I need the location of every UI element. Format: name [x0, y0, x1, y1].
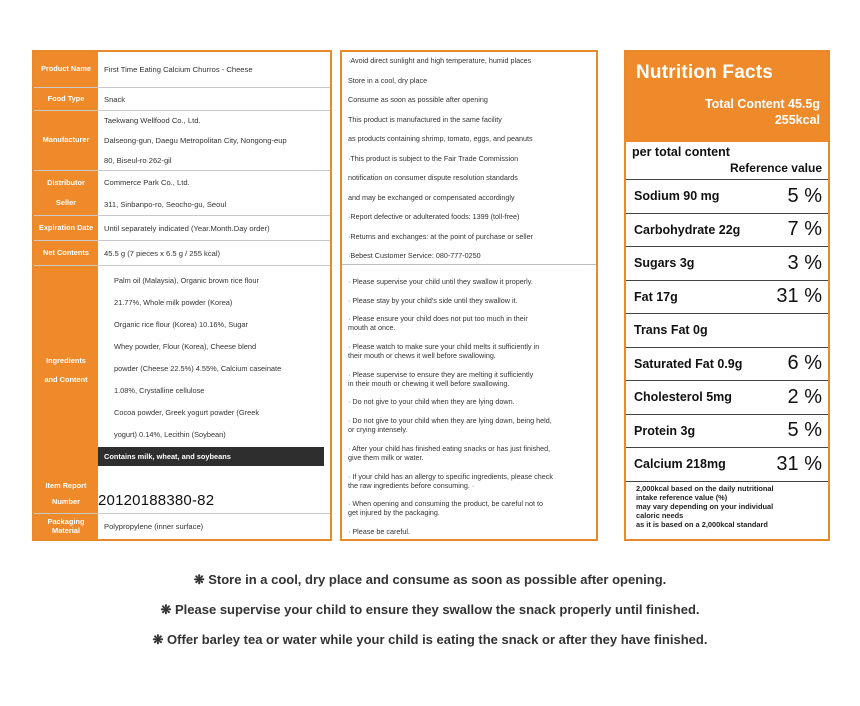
item-report-number: 20120188380-82	[98, 492, 215, 509]
safety-item: · Please supervise your child until they swallow it properly.	[348, 277, 533, 286]
ingredients-list	[98, 266, 330, 476]
nutrition-header	[626, 52, 828, 142]
safety-item: · Please stay by your child's side until they swallow it.	[348, 295, 518, 305]
info-label: Distributor Seller	[34, 171, 98, 215]
info-value: Commerce Park Co., Ltd. 311, Sinbanpo-ro, Seocho-gu, Seoul	[104, 177, 227, 209]
caution-line: ·Report defective or adulterated foods: 1399 (toll-free)	[348, 212, 520, 221]
caution-line: Store in a cool, dry place	[348, 75, 428, 85]
nutrient-row: Calcium 218mg 31 %	[626, 448, 828, 482]
caution-line: notification on consumer dispute resolution standards	[348, 173, 518, 182]
safety-item: · If your child has an allergy to specific ingredients, please check the raw ingredients before consuming. ·	[348, 471, 553, 490]
info-label: Packaging Material	[34, 514, 98, 539]
info-value: Snack	[104, 94, 126, 104]
total-content: Total Content 45.5g 255kcal	[704, 97, 820, 128]
product-info-panel	[32, 50, 332, 541]
nutrient-row: Sodium 90 mg 5 %	[626, 180, 828, 214]
info-value: 45.5 g (7 pieces x 6.5 g / 255 kcal)	[104, 248, 221, 258]
safety-item: · Do not give to your child when they are lying down, being held, or crying intensely.	[348, 416, 552, 435]
info-label: Ingredients and Content	[34, 266, 98, 476]
info-label: Net Contents	[34, 241, 98, 265]
info-row-manufacturer	[34, 111, 330, 171]
nutrient-row: Saturated Fat 0.9g 6 %	[626, 348, 828, 382]
info-row-packaging	[34, 514, 330, 539]
info-row-item-report	[34, 476, 330, 514]
safety-item: · After your child has finished eating snacks or has just finished, give them milk or water.	[348, 443, 551, 462]
nutrient-row: Sugars 3g 3 %	[626, 247, 828, 281]
caution-line: as products containing shrimp, tomato, eggs, and peanuts	[348, 134, 533, 143]
info-row-ingredients	[34, 266, 330, 476]
safety-item: · Please be careful.	[348, 526, 410, 536]
info-value: Until separately indicated (Year.Month.Day order)	[104, 223, 270, 233]
nutrient-row: Carbohydrate 22g 7 %	[626, 214, 828, 248]
caution-panel	[340, 50, 598, 541]
caution-line: ·Bebest Customer Service: 080-777-0250	[348, 251, 481, 260]
info-value: Polypropylene (inner surface)	[104, 522, 204, 531]
caution-line: This product is manufactured in the same facility	[348, 114, 502, 124]
nutrient-row: Cholesterol 5mg 2 %	[626, 381, 828, 415]
ingredients-lines: Palm oil (Malaysia), Organic brown rice flour 21.77%, Whole milk powder (Korea) Organic rice flour (Korea) 10.16%, Sugar Whey powder, Flour (Korea), Cheese blend powder (Cheese 22.5%) 4.55%, Calcium caseinate 1.08%, Crystalline cellulose Cocoa powder, Greek yogurt powder (Greek yogurt) 0.14%, Lecithin (Soybean)	[114, 276, 282, 439]
info-row-distributor	[34, 171, 330, 216]
info-row-product-name	[34, 52, 330, 88]
nutrient-row: Protein 3g 5 %	[626, 415, 828, 449]
caution-line: Consume as soon as possible after opening	[348, 95, 488, 104]
note-line: ❋ Please supervise your child to ensure they swallow the snack properly until finished.	[160, 602, 700, 617]
info-row-expiration	[34, 216, 330, 241]
bottom-notes	[0, 572, 860, 662]
note-line: ❋ Store in a cool, dry place and consume as soon as possible after opening.	[193, 572, 667, 587]
nutrient-row: Fat 17g 31 %	[626, 281, 828, 315]
nutrition-facts-panel	[624, 50, 830, 541]
safety-item: · Do not give to your child when they are lying down.	[348, 397, 515, 407]
note-line: ❋ Offer barley tea or water while your child is eating the snack or after they have finished.	[152, 632, 708, 647]
safety-item: · Please watch to make sure your child melts it sufficiently in their mouth or chews it well before swallowing.	[348, 342, 540, 361]
info-label: Product Name	[34, 52, 98, 87]
info-label: Food Type	[34, 88, 98, 110]
safety-item: · Please ensure your child does not put too much in their mouth at once.	[348, 314, 528, 333]
caution-line: ·This product is subject to the Fair Trade Commission	[348, 153, 519, 163]
info-value: First Time Eating Calcium Churros - Cheese	[104, 65, 253, 74]
nutrition-rows	[626, 180, 828, 482]
info-row-food-type	[34, 88, 330, 111]
safety-item: · Please supervise to ensure they are melting it sufficiently in their mouth or chewing it well before swallowing.	[348, 369, 534, 388]
info-label: Item Report Number	[34, 476, 98, 513]
nutrition-subheader: per total content Reference value	[626, 142, 828, 180]
info-row-net-contents	[34, 241, 330, 266]
safety-item: · When opening and consuming the product, be careful not to get injured by the packaging.	[348, 499, 543, 518]
allergen-notice: Contains milk, wheat, and soybeans	[98, 447, 324, 466]
nutrient-row: Trans Fat 0g	[626, 314, 828, 348]
info-label: Expiration Date	[34, 216, 98, 240]
child-safety-notice	[342, 274, 596, 539]
info-label: Manufacturer	[34, 111, 98, 170]
nutrition-footnote: 2,000kcal based on the daily nutritional intake reference value (%) may vary depending on your individual caloric needs as it is based on a 2,000kcal standard	[636, 484, 774, 529]
caution-line: ·Returns and exchanges: at the point of purchase or seller	[348, 231, 533, 241]
storage-notice	[342, 52, 596, 265]
caution-line: ·Avoid direct sunlight and high temperature, humid places	[348, 56, 532, 65]
info-value: Taekwang Wellfood Co., Ltd. Dalseong-gun, Daegu Metropolitan City, Nongong-eup 80, Biseul-ro 262-gil	[104, 116, 287, 165]
nutrition-title: Nutrition Facts	[636, 62, 774, 83]
caution-line: and may be exchanged or compensated accordingly	[348, 192, 515, 202]
